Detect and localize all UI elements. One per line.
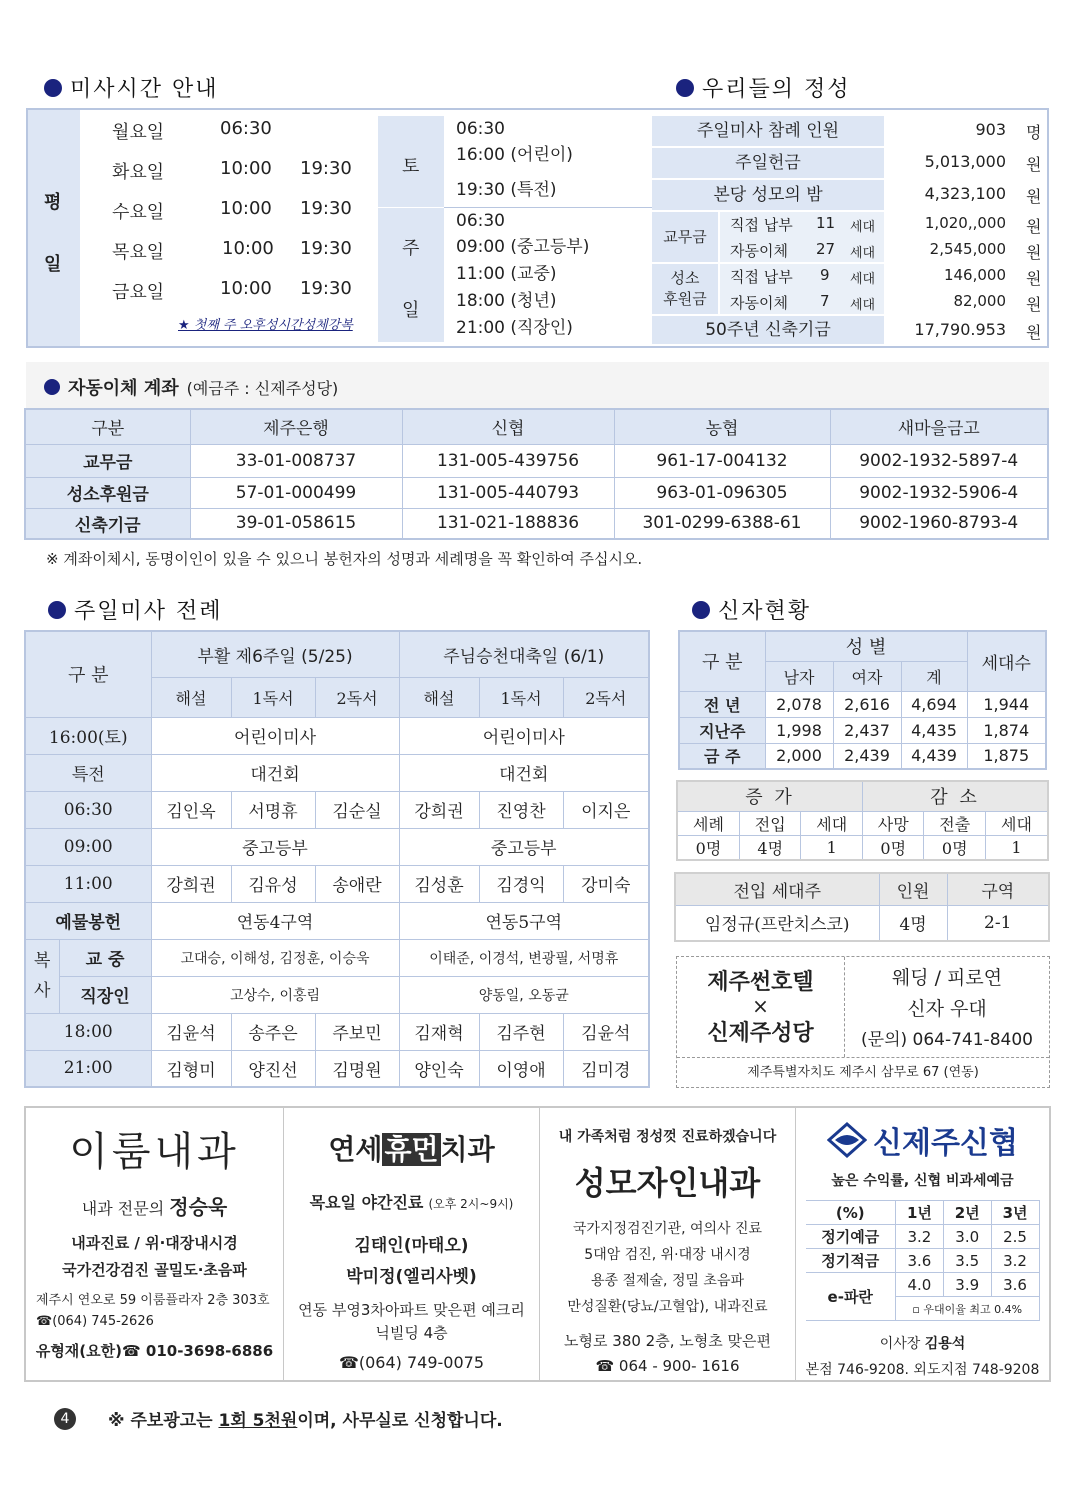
table-row: 21:00 김형미 양진선 김명원 양인숙 이영애 김미경 (25, 1050, 649, 1087)
autopay-note: ※ 계좌이체시, 동명이인이 있을 수 있으니 봉헌자의 성명과 세례명을 꼭 확인하여 주십시오. (46, 550, 643, 568)
table-row: 예물봉헌 연동4구역 연동5구역 (25, 902, 649, 939)
ad-irum: 이룸내과 내과 전문의 정승욱 내과진료 / 위·대장내시경 국가건강검진 골밀도·초음파 제주시 연오로 59 이룸플라자 2층 303호 ☎(064) 745-2626 유형재(요한)☎ 010-3698-6886 (26, 1108, 284, 1380)
offering-title: 우리들의 정성 (676, 72, 851, 103)
table-row: 구 분 성 별 세대수 (679, 631, 1046, 661)
night-line: 목요일 야간진료 (오후 2시~9시) (309, 1193, 514, 1212)
autopay-table (24, 408, 1049, 540)
transfer-table (674, 872, 1050, 942)
table-row: 남자 여자 계 (679, 661, 1046, 691)
ad-yonsei: 연세휴먼치과 목요일 야간진료 (오후 2시~9시) 김태인(마태오) 박미정(엘리사벳) 연동 부영3차아파트 맞은편 예크리닉빌딩 4층 ☎(064) 749-0075 (284, 1108, 540, 1380)
weekday-row: 금요일 10:00 19:30 (112, 278, 352, 303)
table-row: 임정규(프란치스코) 4명 2-1 (675, 905, 1049, 941)
table-row: 신축기금 39-01-058615 131-021-188836 301-0299-6388-61 9002-1960-8793-4 (25, 508, 1048, 539)
table-row: 금 주 2,000 2,439 4,439 1,875 (679, 743, 1046, 769)
sinhyup-logo-icon (827, 1122, 867, 1158)
yonsei-logo: 연세휴먼치과 (328, 1133, 495, 1166)
sinhyup-logo: 신제주신협 (796, 1118, 1049, 1162)
table-row: 전입 세대주 인원 구역 (675, 873, 1049, 905)
hotel-ad-text: 웨딩 / 피로연 신자 우대 (문의) 064-741-8400 (861, 967, 1033, 1050)
table-row: 11:00 강희권 김유성 송애란 김성훈 김경익 강미숙 (25, 865, 649, 902)
table-row: 09:00 중고등부 중고등부 (25, 828, 649, 865)
doctor-line: 내과 전문의 정승욱 (81, 1195, 228, 1219)
weekday-list (112, 118, 382, 316)
sun-label: 주 일 (378, 208, 444, 342)
table-row: 전 년 2,078 2,616 4,694 1,944 (679, 691, 1046, 717)
chair-line: 이사장 김용석 (879, 1336, 966, 1352)
ads-row (24, 1106, 1051, 1382)
table-row: 정기적금 3.6 3.5 3.2 (806, 1249, 1040, 1273)
table-row: 직장인 고상수, 이홍림 양동일, 오동균 (25, 976, 649, 1013)
bullet-icon (676, 79, 694, 97)
mass-note: ★ 첫째 주 오후성시간성체강복 (178, 318, 353, 333)
members-title: 신자현황 (692, 594, 811, 625)
service-label: 복 사 (25, 939, 59, 1013)
ad-sinhyup: 신제주신협 높은 수익률, 신협 비과세예금 (%) 1년 2년 3년 정기예금 3.2 3.0 2.5 정기적금 3.6 3.5 3.2 e-파란 4.0 3.9 3.6 ▫ 우대이율 최고 0.4% 이사장 김용석 본점 746-9208. 외도지점 748-9208 (796, 1108, 1049, 1380)
bullet-icon (48, 601, 66, 619)
table-row: 0명 4명 1 0명 0명 1 (677, 835, 1048, 860)
bullet-icon (44, 79, 62, 97)
weekday-label: 평 일 (28, 110, 80, 346)
weekday-row: 월요일 06:30 (112, 118, 272, 143)
table-row: (%) 1년 2년 3년 (806, 1201, 1040, 1225)
table-row: 복 사 교 중 고대승, 이해성, 김정훈, 이승욱 이태준, 이경석, 변광필, 서명휴 (25, 939, 649, 976)
table-row: 특전 대건회 대건회 (25, 754, 649, 791)
table-row: 해설 1독서 2독서 해설 1독서 2독서 (25, 677, 649, 717)
table-row: 18:00 김윤석 송주은 주보민 김재혁 김주현 김윤석 (25, 1013, 649, 1050)
table-row: ▫ 우대이율 최고 0.4% (806, 1297, 1040, 1321)
mass-time-box (26, 108, 1049, 348)
table-row: e-파란 4.0 3.9 3.6 (806, 1273, 1040, 1297)
liturgy-title: 주일미사 전례 (48, 594, 223, 625)
table-row: 증 가 감 소 (677, 781, 1048, 811)
table-row: 성소후원금 57-01-000499 131-005-440793 963-01-096305 9002-1932-5906-4 (25, 477, 1048, 508)
table-row: 정기예금 3.2 3.0 2.5 (806, 1225, 1040, 1249)
mass-time-title: 미사시간 안내 (44, 72, 219, 103)
hotel-ad-logo: 제주썬호텔 × 신제주성당 (677, 957, 845, 1057)
table-row: 지난주 1,998 2,437 4,435 1,874 (679, 717, 1046, 743)
saturday-list: 06:30 16:00 (어린이) 19:30 (특전) (444, 116, 652, 208)
table-row: 구 분 부활 제6주일 (5/25) 주님승천대축일 (6/1) (25, 631, 649, 677)
autopay-title: 자동이체 계좌 (예금주 : 신제주성당) (44, 374, 338, 400)
weekday-row: 화요일 10:00 19:30 (112, 158, 352, 183)
bullet-icon (44, 379, 60, 395)
members-table (678, 630, 1047, 770)
sat-label: 토 (378, 116, 444, 208)
sunday-list: 06:30 09:00 (중고등부) 11:00 (교중) 18:00 (청년) 21:00 (직장인) (456, 211, 590, 338)
offering-table: 주일미사 참례 인원 903 명 주일헌금 5,013,000 원 본당 성모의 밤 4,323,100 원 교무금 직접 납부 11 세대 1,020,,000 원 자동이체 27 세대 2,545,000 원 성소 후원금 직접 납부 9 세대 146,000 원 자동이체 7 세대 82,000 원 50주년 신축기금 17,790.953 원 (652, 116, 1045, 344)
table-row: 구분 제주은행 신협 농협 새마을금고 (25, 409, 1048, 444)
footer-text: ※ 주보광고는 1회 5천원이며, 사무실로 신청합니다. (108, 1411, 503, 1431)
table-row: 06:30 김인옥 서명휴 김순실 강희권 진영찬 이지은 (25, 791, 649, 828)
footer (54, 1406, 503, 1431)
liturgy-table (24, 630, 650, 1088)
hotel-ad: 제주썬호텔 × 신제주성당 웨딩 / 피로연 신자 우대 (문의) 064-741-8400 제주특별자치도 제주시 삼무로 67 (연동) (676, 956, 1050, 1088)
table-row: 교무금 33-01-008737 131-005-439756 961-17-004132 9002-1932-5897-4 (25, 444, 1048, 477)
change-table (676, 780, 1049, 861)
seongmo-lines: 국가지정검진기관, 여의사 진료 5대암 검진, 위·대장 내시경 용종 절제술, 정밀 초음파 만성질환(당뇨/고혈압), 내과진료 (567, 1221, 768, 1315)
table-row: 세례 전입 세대 사망 전출 세대 (677, 811, 1048, 835)
rate-table (806, 1200, 1040, 1321)
ad-seongmo: 내 가족처럼 정성껏 진료하겠습니다 성모자인내과 국가지정검진기관, 여의사 진료 5대암 검진, 위·대장 내시경 용종 절제술, 정밀 초음파 만성질환(당뇨/고혈압), 내과진료 노형로 380 2층, 노형초 맞은편 ☎ 064 - 900- 1616 (540, 1108, 796, 1380)
offering-group-label: 성소 후원금 (652, 264, 718, 314)
table-row: 16:00(토) 어린이미사 어린이미사 (25, 717, 649, 754)
weekday-row: 목요일 10:00 19:30 (112, 238, 352, 263)
bullet-icon (692, 601, 710, 619)
page-number: 4 (54, 1408, 76, 1430)
weekday-row: 수요일 10:00 19:30 (112, 198, 352, 223)
